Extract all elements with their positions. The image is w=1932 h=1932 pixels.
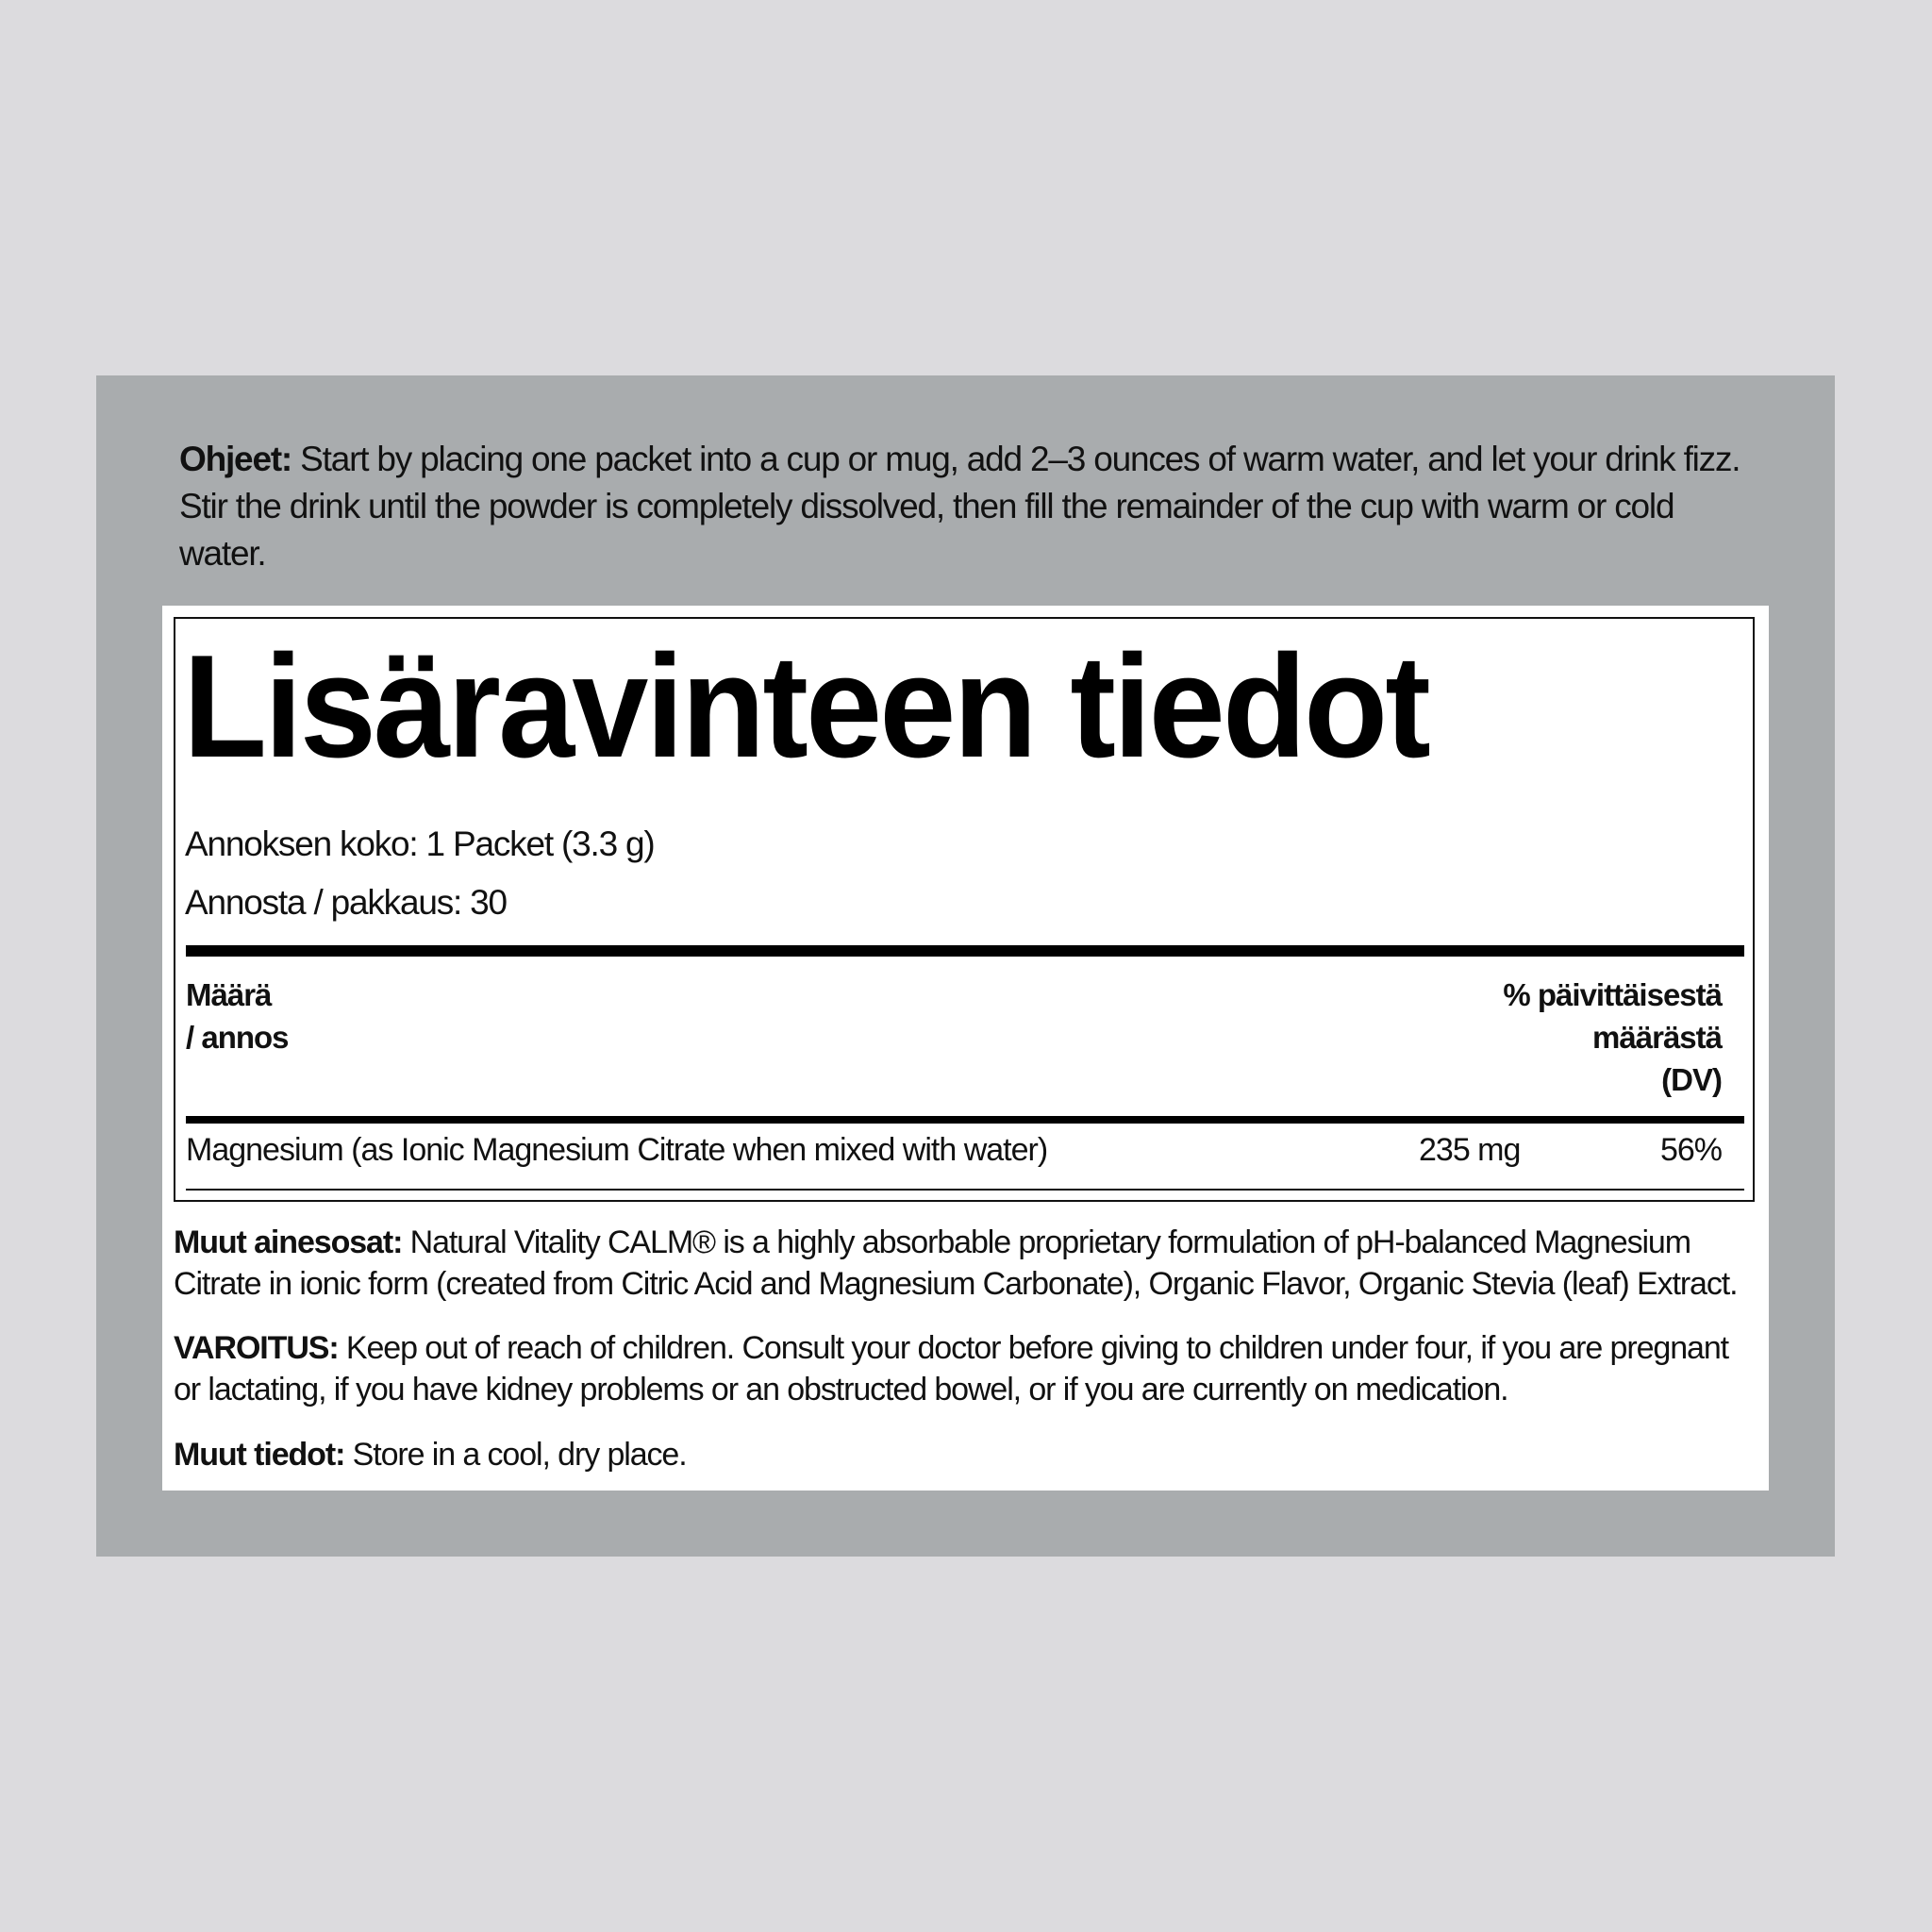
warning — [174, 1327, 1758, 1410]
thin-rule-bottom — [186, 1189, 1744, 1191]
other-info — [174, 1434, 1758, 1475]
thick-rule-top — [186, 945, 1744, 957]
amount-header-line1: Määrä — [186, 977, 272, 1012]
other-ingredients-label: Muut ainesosat: — [174, 1224, 403, 1260]
thick-rule-middle — [186, 1116, 1744, 1124]
servings-per-container: Annosta / pakkaus: 30 — [185, 883, 507, 922]
directions-label: Ohjeet: — [179, 440, 292, 478]
dv-header-line3: (DV) — [1661, 1062, 1722, 1097]
amount-per-serving-header — [186, 974, 289, 1058]
warning-text: Keep out of reach of children. Consult your doctor before giving to children under four, if you are pregnant or lactating, if you have kidney problems or an obstructed bowel, or if you are currently on medication. — [174, 1330, 1728, 1407]
other-info-label: Muut tiedot: — [174, 1437, 345, 1473]
dv-header-line2: määrästä — [1592, 1020, 1722, 1055]
nutrient-amount: 235 mg — [1419, 1132, 1521, 1168]
amount-header-line2: / annos — [186, 1020, 289, 1055]
other-ingredients-text: Natural Vitality CALM® is a highly absorbable proprietary formulation of pH-balanced Magnesium Citrate in ionic form (created from Citric Acid and Magnesium Carbonate), Organic Flavor, Organic Stevia (leaf) Extract. — [174, 1224, 1738, 1302]
other-ingredients — [174, 1222, 1758, 1305]
other-info-text: Store in a cool, dry place. — [344, 1437, 687, 1473]
directions-paragraph — [179, 436, 1764, 577]
facts-title: Lisäravinteen tiedot — [183, 625, 1429, 788]
nutrient-name: Magnesium (as Ionic Magnesium Citrate when mixed with water) — [186, 1132, 1048, 1168]
nutrient-dv: 56% — [1659, 1132, 1722, 1168]
serving-size: Annoksen koko: 1 Packet (3.3 g) — [185, 824, 655, 863]
daily-value-header — [1503, 974, 1722, 1101]
dv-header-line1: % päivittäisestä — [1503, 977, 1722, 1012]
directions-text: Start by placing one packet into a cup or mug, add 2–3 ounces of warm water, and let your drink fizz. Stir the drink until the powder is completely dissolved, then fill the remainder of the cup with warm or cold water. — [179, 440, 1740, 573]
warning-label: VAROITUS: — [174, 1330, 339, 1366]
